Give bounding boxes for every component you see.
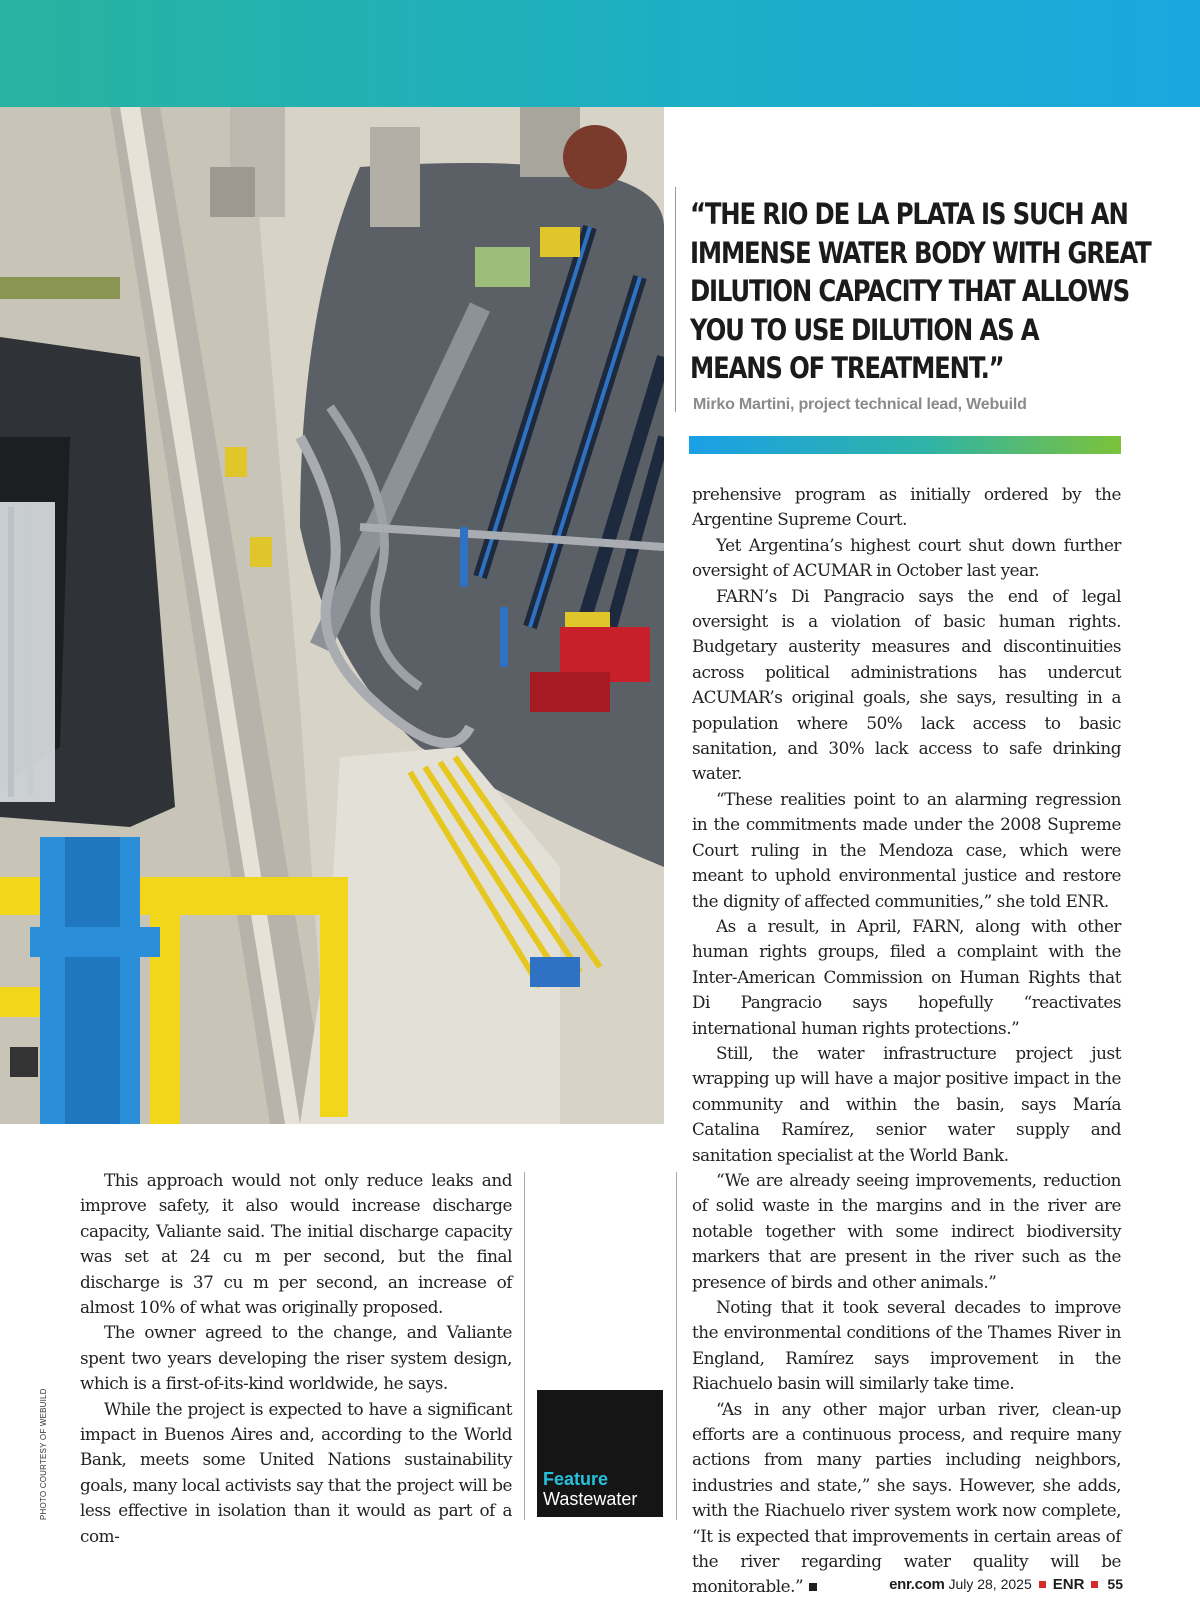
footer-date: July 28, 2025 <box>948 1576 1032 1592</box>
construction-site-photo <box>0 107 664 1124</box>
subsection-name: Wastewater <box>543 1489 638 1509</box>
body-paragraph: The owner agreed to the change, and Valiante spent two years developing the riser system design, which is a first-of-its-kind worldwide, he says. <box>80 1322 512 1394</box>
photo-credit: PHOTO COURTESY OF WEBUILD <box>39 1388 48 1520</box>
aerial-photo-illustration <box>0 107 664 1124</box>
body-paragraph: FARN’s Di Pangracio says the end of legal oversight is a violation of basic human rights. Budgetary austerity measures and discontinuities across political administrations has undercut ACUMAR’s original goals, she says, resulting in a population where 50% lack access to basic sanitation, and 30% lack access to safe drinking water. <box>692 585 1121 784</box>
body-paragraph: As a result, in April, FARN, along with other human rights groups, filed a complaint with the Inter-American Commission on Human Rights that Di Pangracio says hopefully “reactivates international human rights protections.” <box>692 915 1121 1038</box>
body-paragraph: “These realities point to an alarming regression in the commitments made under the 2008 Supreme Court ruling in the Mendoza case, which were meant to uphold environmental justice and restore the dignity of affected communities,” she told ENR. <box>692 788 1121 911</box>
body-paragraph-text: “As in any other major urban river, clean-up efforts are a continuous process, and require many actions from many parties including neighbors, industries and state,” she says. However, she adds, with the Riachuelo river system work now complete, “It is expected that improvements in certain areas of the river regarding water quality will be monitorable.” <box>692 1398 1121 1597</box>
column-divider <box>676 1172 677 1520</box>
footer-brand: ENR <box>1052 1576 1085 1593</box>
body-paragraph: Noting that it took several decades to improve the environmental conditions of the Thames River in England, Ramírez says improvement in the Riachuelo basin will similarly take time. <box>692 1297 1121 1394</box>
footer-site: enr.com <box>889 1576 945 1593</box>
pullquote-line: YOU TO USE DILUTION AS A <box>690 312 1039 347</box>
pullquote-rule <box>675 187 676 412</box>
end-mark-icon <box>809 1583 817 1591</box>
body-paragraph: Yet Argentina’s highest court shut down further oversight of ACUMAR in October last year. <box>692 534 1121 581</box>
section-tag <box>537 1390 663 1517</box>
pullquote <box>690 195 1151 388</box>
body-column-left <box>80 1168 512 1549</box>
pullquote-attribution: Mirko Martini, project technical lead, Webuild <box>693 396 1027 413</box>
gradient-divider-bar <box>689 436 1121 454</box>
body-paragraph: “We are already seeing improvements, reduction of solid waste in the margins and in the river are notable together with some indirect biodiversity markers that are present in the river such as the presence of birds and other animals.” <box>692 1169 1121 1292</box>
body-paragraph: While the project is expected to have a significant impact in Buenos Aires and, according to the World Bank, meets some United Nations sustainability goals, many local activists say that the project will be less effective in isolation than it would as part of a com- <box>80 1398 512 1546</box>
pullquote-line: “THE RIO DE LA PLATA IS SUCH AN <box>690 197 1128 231</box>
column-divider <box>524 1172 525 1520</box>
page-footer <box>889 1576 1123 1593</box>
page-number: 55 <box>1107 1576 1123 1592</box>
separator-square-icon <box>1039 1581 1046 1588</box>
pullquote-line: IMMENSE WATER BODY WITH GREAT <box>690 235 1151 270</box>
top-color-band <box>0 0 1200 107</box>
pullquote-line: DILUTION CAPACITY THAT ALLOWS <box>690 274 1129 308</box>
body-paragraph: This approach would not only reduce leaks and improve safety, it also would increase discharge capacity, Valiante said. The initial discharge capacity was set at 24 cu m per second, but the final discharge is 37 cu m per second, an increase of almost 10% of what was originally proposed. <box>80 1170 512 1318</box>
body-paragraph-final <box>692 1397 1121 1600</box>
pullquote-line: MEANS OF TREATMENT.” <box>690 351 1004 385</box>
body-paragraph: prehensive program as initially ordered by the Argentine Supreme Court. <box>692 484 1121 530</box>
body-column-right <box>692 482 1121 1600</box>
separator-square-icon <box>1091 1581 1098 1588</box>
body-paragraph: Still, the water infrastructure project just wrapping up will have a major positive impact in the community and within the basin, says María Catalina Ramírez, senior water supply and sanitation specialist at the World Bank. <box>692 1042 1121 1165</box>
section-name: Feature <box>543 1469 609 1489</box>
